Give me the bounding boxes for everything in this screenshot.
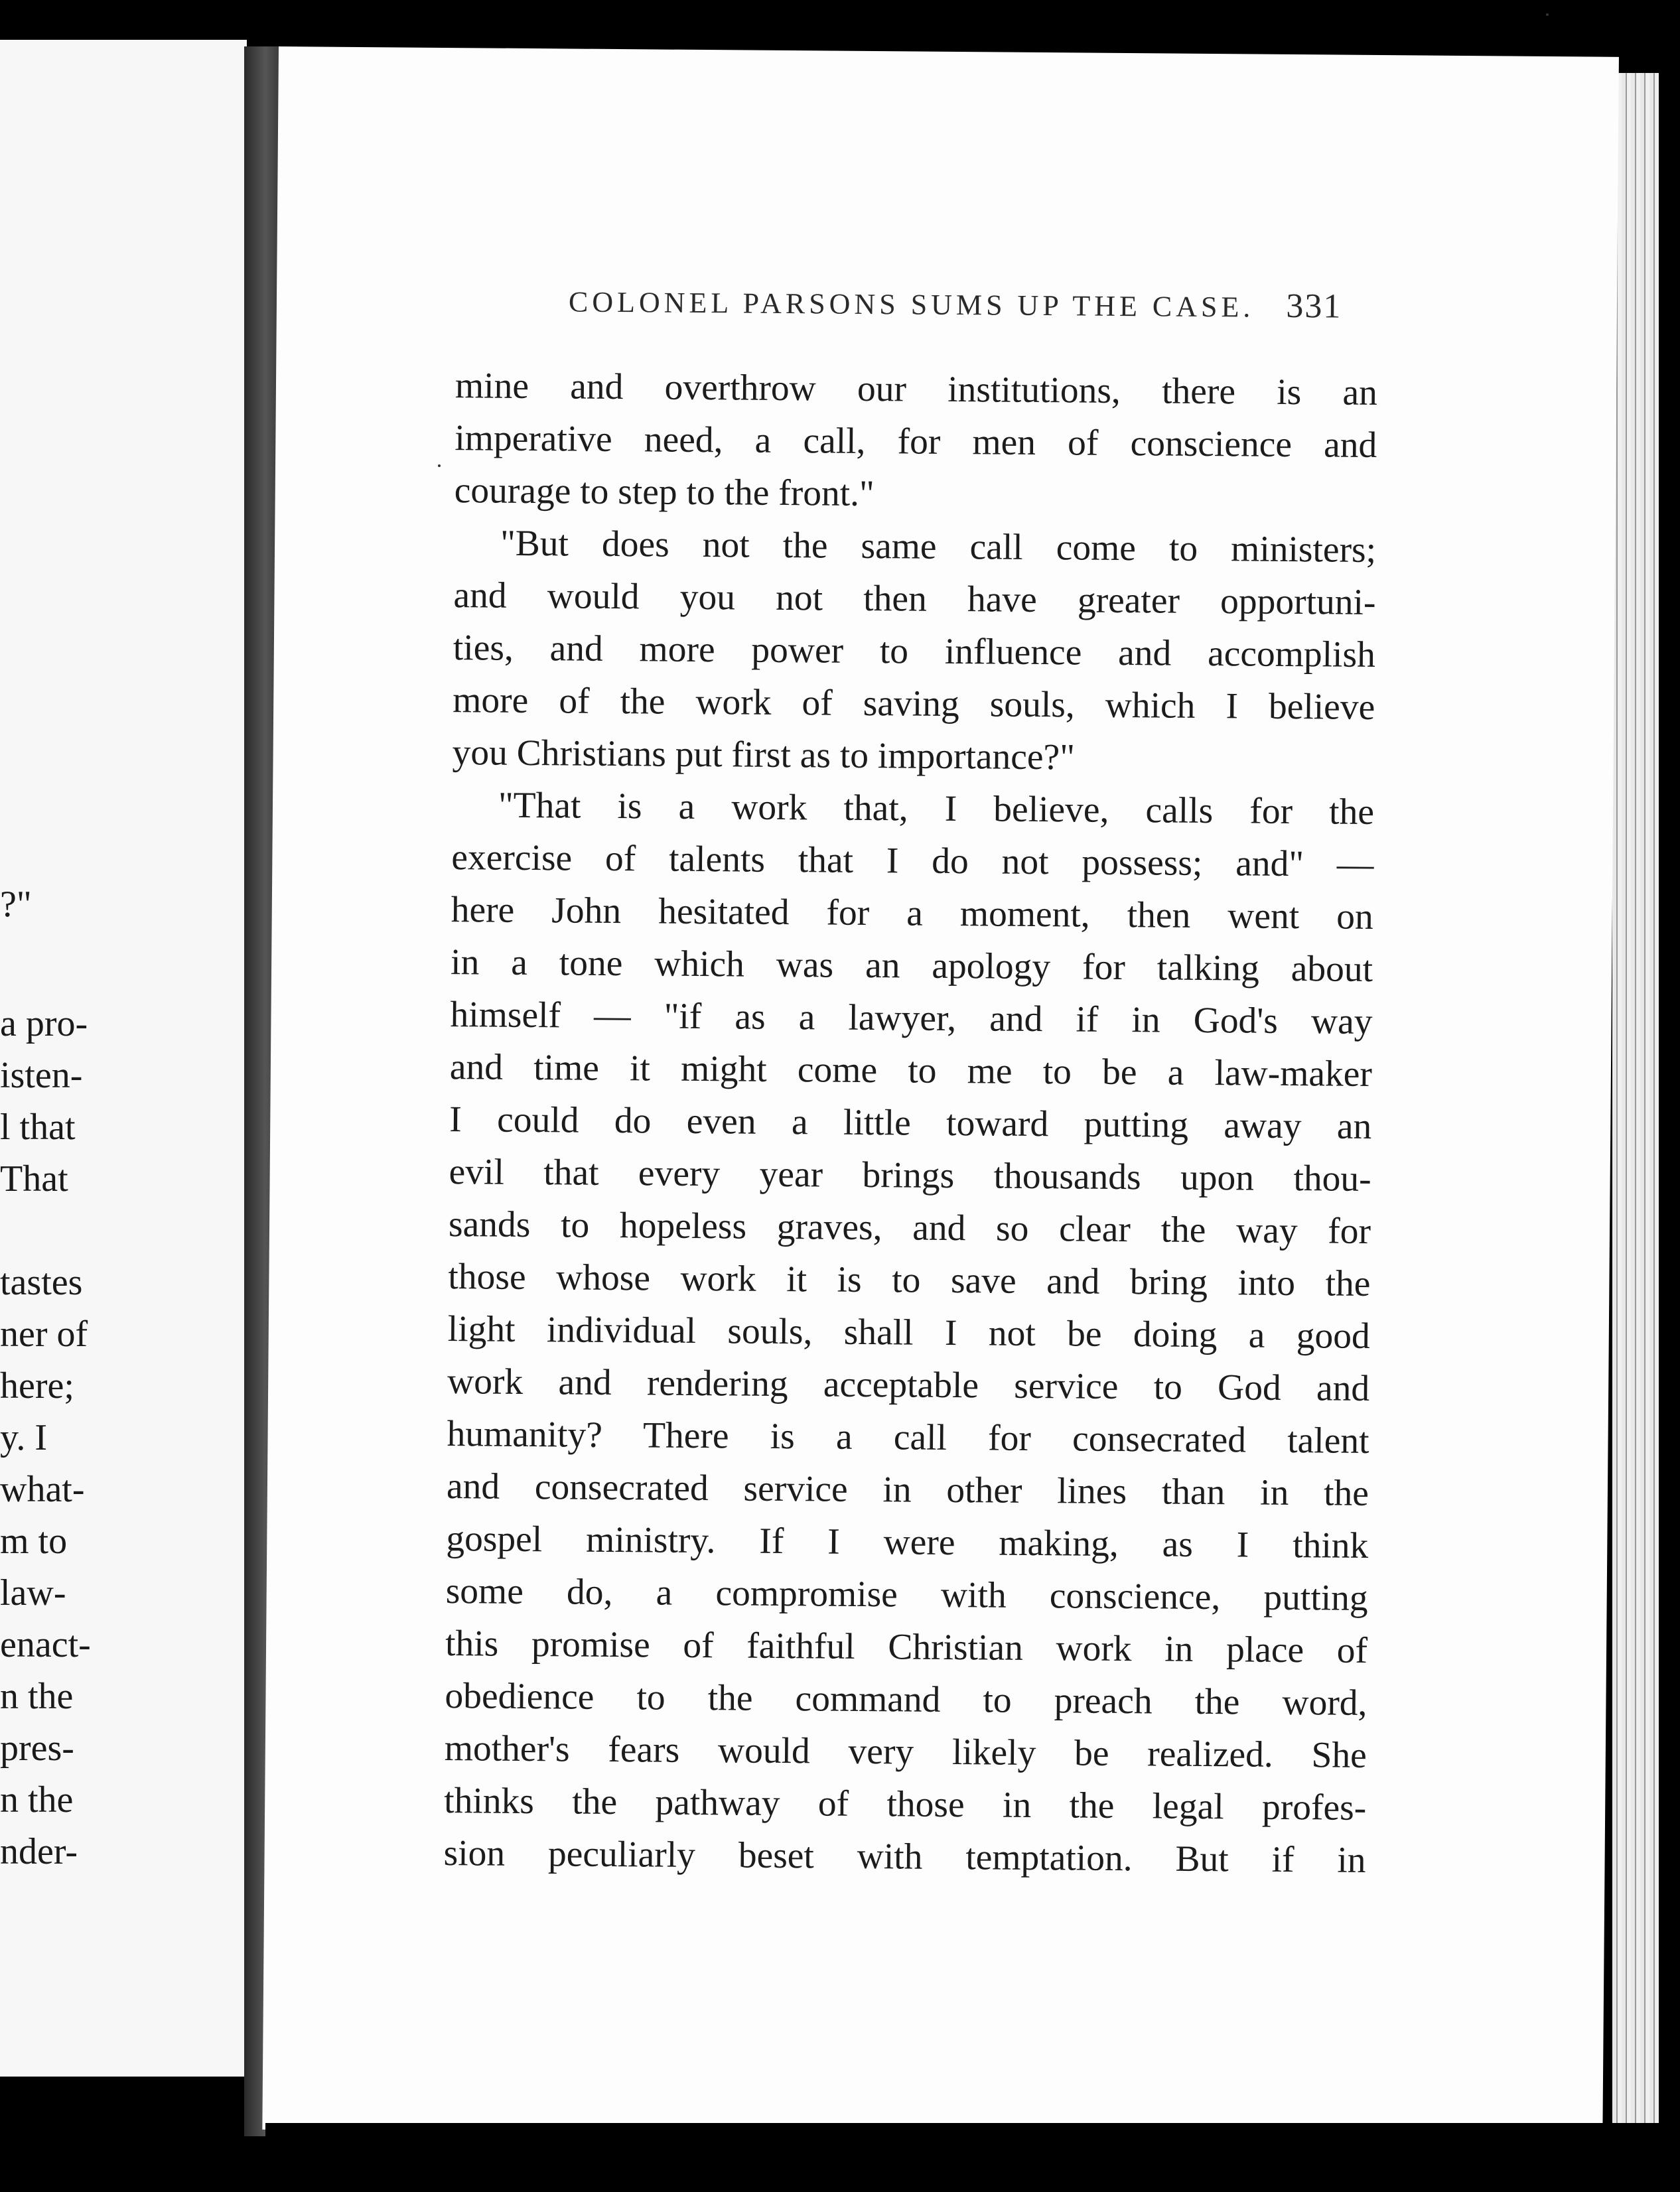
text-line: "That is a work that, I believe, calls for the — [498, 785, 1375, 833]
text-line: here John hesitated for a moment, then went on — [451, 890, 1373, 937]
left-facing-page: ?" a pro- isten- l that That tastes ner of here; y. I what- m to law- enact- n the pres- n the nder- — [0, 40, 247, 2077]
text-line: thinks the pathway of those in the legal profes- — [443, 1781, 1367, 1828]
text-line: obedience to the command to preach the word, — [445, 1676, 1367, 1724]
text-line: ties, and more power to influence and accomplish — [453, 628, 1376, 676]
text-line: mine and overthrow our institutions, there is an — [455, 366, 1378, 414]
running-head — [569, 281, 1680, 328]
scan-speck — [438, 464, 441, 467]
text-line: evil that every year brings thousands upon thou- — [449, 1152, 1371, 1199]
text-line: gospel ministry. If I were making, as I think — [446, 1519, 1369, 1566]
text-line: light individual souls, shall I not be doing a good — [447, 1309, 1371, 1357]
text-line: those whose work it is to save and bring into the — [448, 1257, 1371, 1304]
text-line: you Christians put first as to importance?" — [452, 732, 1076, 778]
text-line: "But does not the same call come to ministers; — [500, 523, 1377, 571]
text-line: I could do even a little toward putting away an — [449, 1099, 1372, 1147]
text-line: mother's fears would very likely be realized. She — [444, 1728, 1367, 1776]
text-line: himself — "if as a lawyer, and if in God's way — [450, 994, 1373, 1042]
text-line: exercise of talents that I do not possess; and" — — [451, 837, 1374, 885]
page-number: 331 — [1286, 287, 1342, 326]
scan-shadow — [265, 2123, 1680, 2192]
text-line: more of the work of saving souls, which I believe — [453, 680, 1375, 728]
text-line: this promise of faithful Christian work in place of — [445, 1623, 1368, 1671]
page-edges — [1612, 73, 1659, 2150]
text-line: courage to step to the front." — [454, 470, 875, 515]
scan-speck — [1546, 13, 1549, 16]
text-line: work and rendering acceptable service to God and — [447, 1361, 1370, 1409]
right-page — [262, 46, 1619, 2140]
text-line: sands to hopeless graves, and so clear the way for — [448, 1204, 1371, 1252]
text-line: humanity? There is a call for consecrated talent — [447, 1414, 1369, 1462]
text-line: and would you not then have greater opportuni- — [453, 575, 1376, 624]
page-body — [443, 360, 1377, 1887]
text-line: sion peculiarly beset with temptation. But if in — [443, 1833, 1366, 1881]
text-line: in a tone which was an apology for talking about — [450, 942, 1373, 990]
running-head-title: COLONEL PARSONS SUMS UP THE CASE. — [568, 285, 1255, 324]
text-line: imperative need, a call, for men of conscience and — [455, 418, 1377, 466]
text-line: and time it might come to me to be a law-maker — [449, 1047, 1373, 1095]
text-line: some do, a compromise with conscience, putting — [445, 1571, 1368, 1619]
text-line: and consecrated service in other lines than in the — [446, 1466, 1369, 1514]
